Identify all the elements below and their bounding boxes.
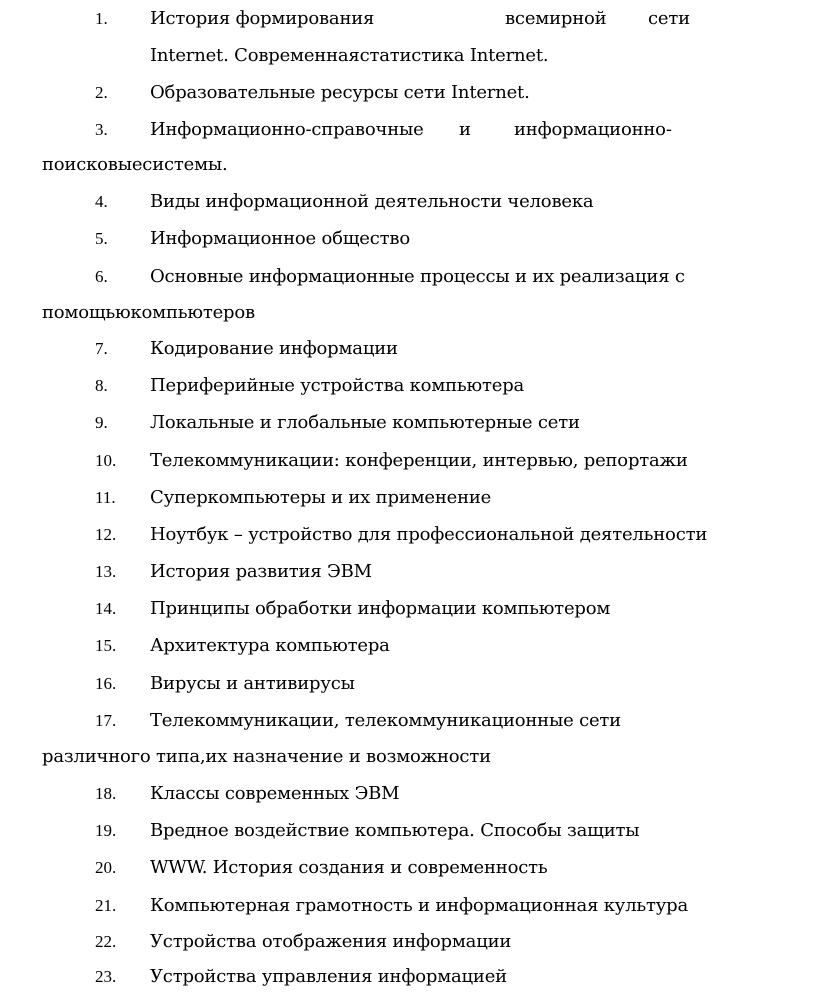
item-text: Вирусы и антивирусы [150, 673, 355, 694]
item-number: 21. [95, 896, 117, 915]
item-text-continuation: помощьюкомпьютеров [42, 302, 255, 323]
item-text-continuation: поисковыесистемы. [42, 154, 228, 175]
item-text: Архитектура компьютера [150, 635, 390, 656]
item-text: Телекоммуникации, телекоммуникационные сети [150, 710, 621, 731]
list-item [0, 481, 816, 515]
list-item [0, 260, 816, 294]
list-item [0, 592, 816, 626]
item-text-continuation: различного типа,их назначение и возможности [42, 746, 491, 767]
item-text: Локальные и глобальные компьютерные сети [150, 412, 580, 433]
list-item [0, 889, 816, 923]
item-text: Принципы обработки информации компьютером [150, 598, 611, 619]
item-text: Периферийные устройства компьютера [150, 375, 525, 396]
list-item-continuation [0, 740, 816, 774]
list-item-continuation [0, 148, 816, 182]
item-text-part: и [459, 119, 471, 140]
list-item [0, 222, 816, 256]
list-item [0, 555, 816, 589]
item-text: Виды информационной деятельности человека [150, 191, 594, 212]
item-number: 17. [95, 711, 117, 730]
item-text: Образовательные ресурсы сети Internet. [150, 82, 530, 103]
list-item [0, 629, 816, 663]
list-item [0, 851, 816, 885]
item-number: 14. [95, 599, 117, 618]
item-number: 1. [95, 9, 108, 28]
item-number: 20. [95, 858, 117, 877]
list-item [0, 369, 816, 403]
list-item [0, 704, 816, 738]
item-text: WWW. История создания и современность [150, 857, 548, 878]
item-text: Устройства отображения информации [150, 931, 512, 952]
item-text-continuation: Internet. Современнаястатистика Internet. [150, 45, 549, 66]
item-number: 6. [95, 267, 108, 286]
list-item [0, 113, 816, 147]
item-text: Вредное воздействие компьютера. Способы защиты [150, 820, 640, 841]
item-number: 5. [95, 229, 108, 248]
item-text: Основные информационные процессы и их реализация с [150, 266, 685, 287]
item-number: 15. [95, 636, 117, 655]
list-item [0, 444, 816, 478]
item-number: 3. [95, 120, 108, 139]
list-item [0, 332, 816, 366]
item-number: 16. [95, 674, 117, 693]
item-number: 22. [95, 932, 117, 951]
item-text: Информационное общество [150, 228, 410, 249]
item-number: 19. [95, 821, 117, 840]
item-text: Компьютерная грамотность и информационная культура [150, 895, 689, 916]
item-number: 12. [95, 525, 117, 544]
item-number: 2. [95, 83, 108, 102]
item-number: 13. [95, 562, 117, 581]
item-text-part: Информационно-справочные [150, 119, 424, 140]
item-number: 4. [95, 192, 108, 211]
list-item [0, 814, 816, 848]
list-item [0, 185, 816, 219]
list-item-continuation [0, 39, 816, 73]
item-number: 7. [95, 339, 108, 358]
item-number: 11. [95, 488, 116, 507]
item-number: 8. [95, 376, 108, 395]
list-item [0, 518, 816, 552]
list-item [0, 925, 816, 959]
item-text: Устройства управления информацией [150, 966, 507, 987]
item-number: 23. [95, 967, 117, 986]
item-text-part: История формирования [150, 8, 375, 29]
list-item [0, 2, 816, 36]
item-text: История развития ЭВМ [150, 561, 372, 582]
item-number: 18. [95, 784, 117, 803]
item-number: 9. [95, 413, 108, 432]
item-text: Классы современных ЭВМ [150, 783, 400, 804]
item-text: Ноутбук – устройство для профессиональной деятельности [150, 524, 708, 545]
item-text-part: всемирной [505, 8, 607, 29]
item-text-part: информационно- [514, 119, 672, 140]
item-text: Кодирование информации [150, 338, 398, 359]
list-item [0, 76, 816, 110]
item-text-part: сети [648, 8, 690, 29]
list-item-continuation [0, 296, 816, 330]
item-number: 10. [95, 451, 117, 470]
item-text: Суперкомпьютеры и их применение [150, 487, 492, 508]
list-item [0, 777, 816, 811]
list-item [0, 667, 816, 701]
item-text: Телекоммуникации: конференции, интервью, репортажи [150, 450, 688, 471]
list-item [0, 960, 816, 994]
list-item [0, 406, 816, 440]
